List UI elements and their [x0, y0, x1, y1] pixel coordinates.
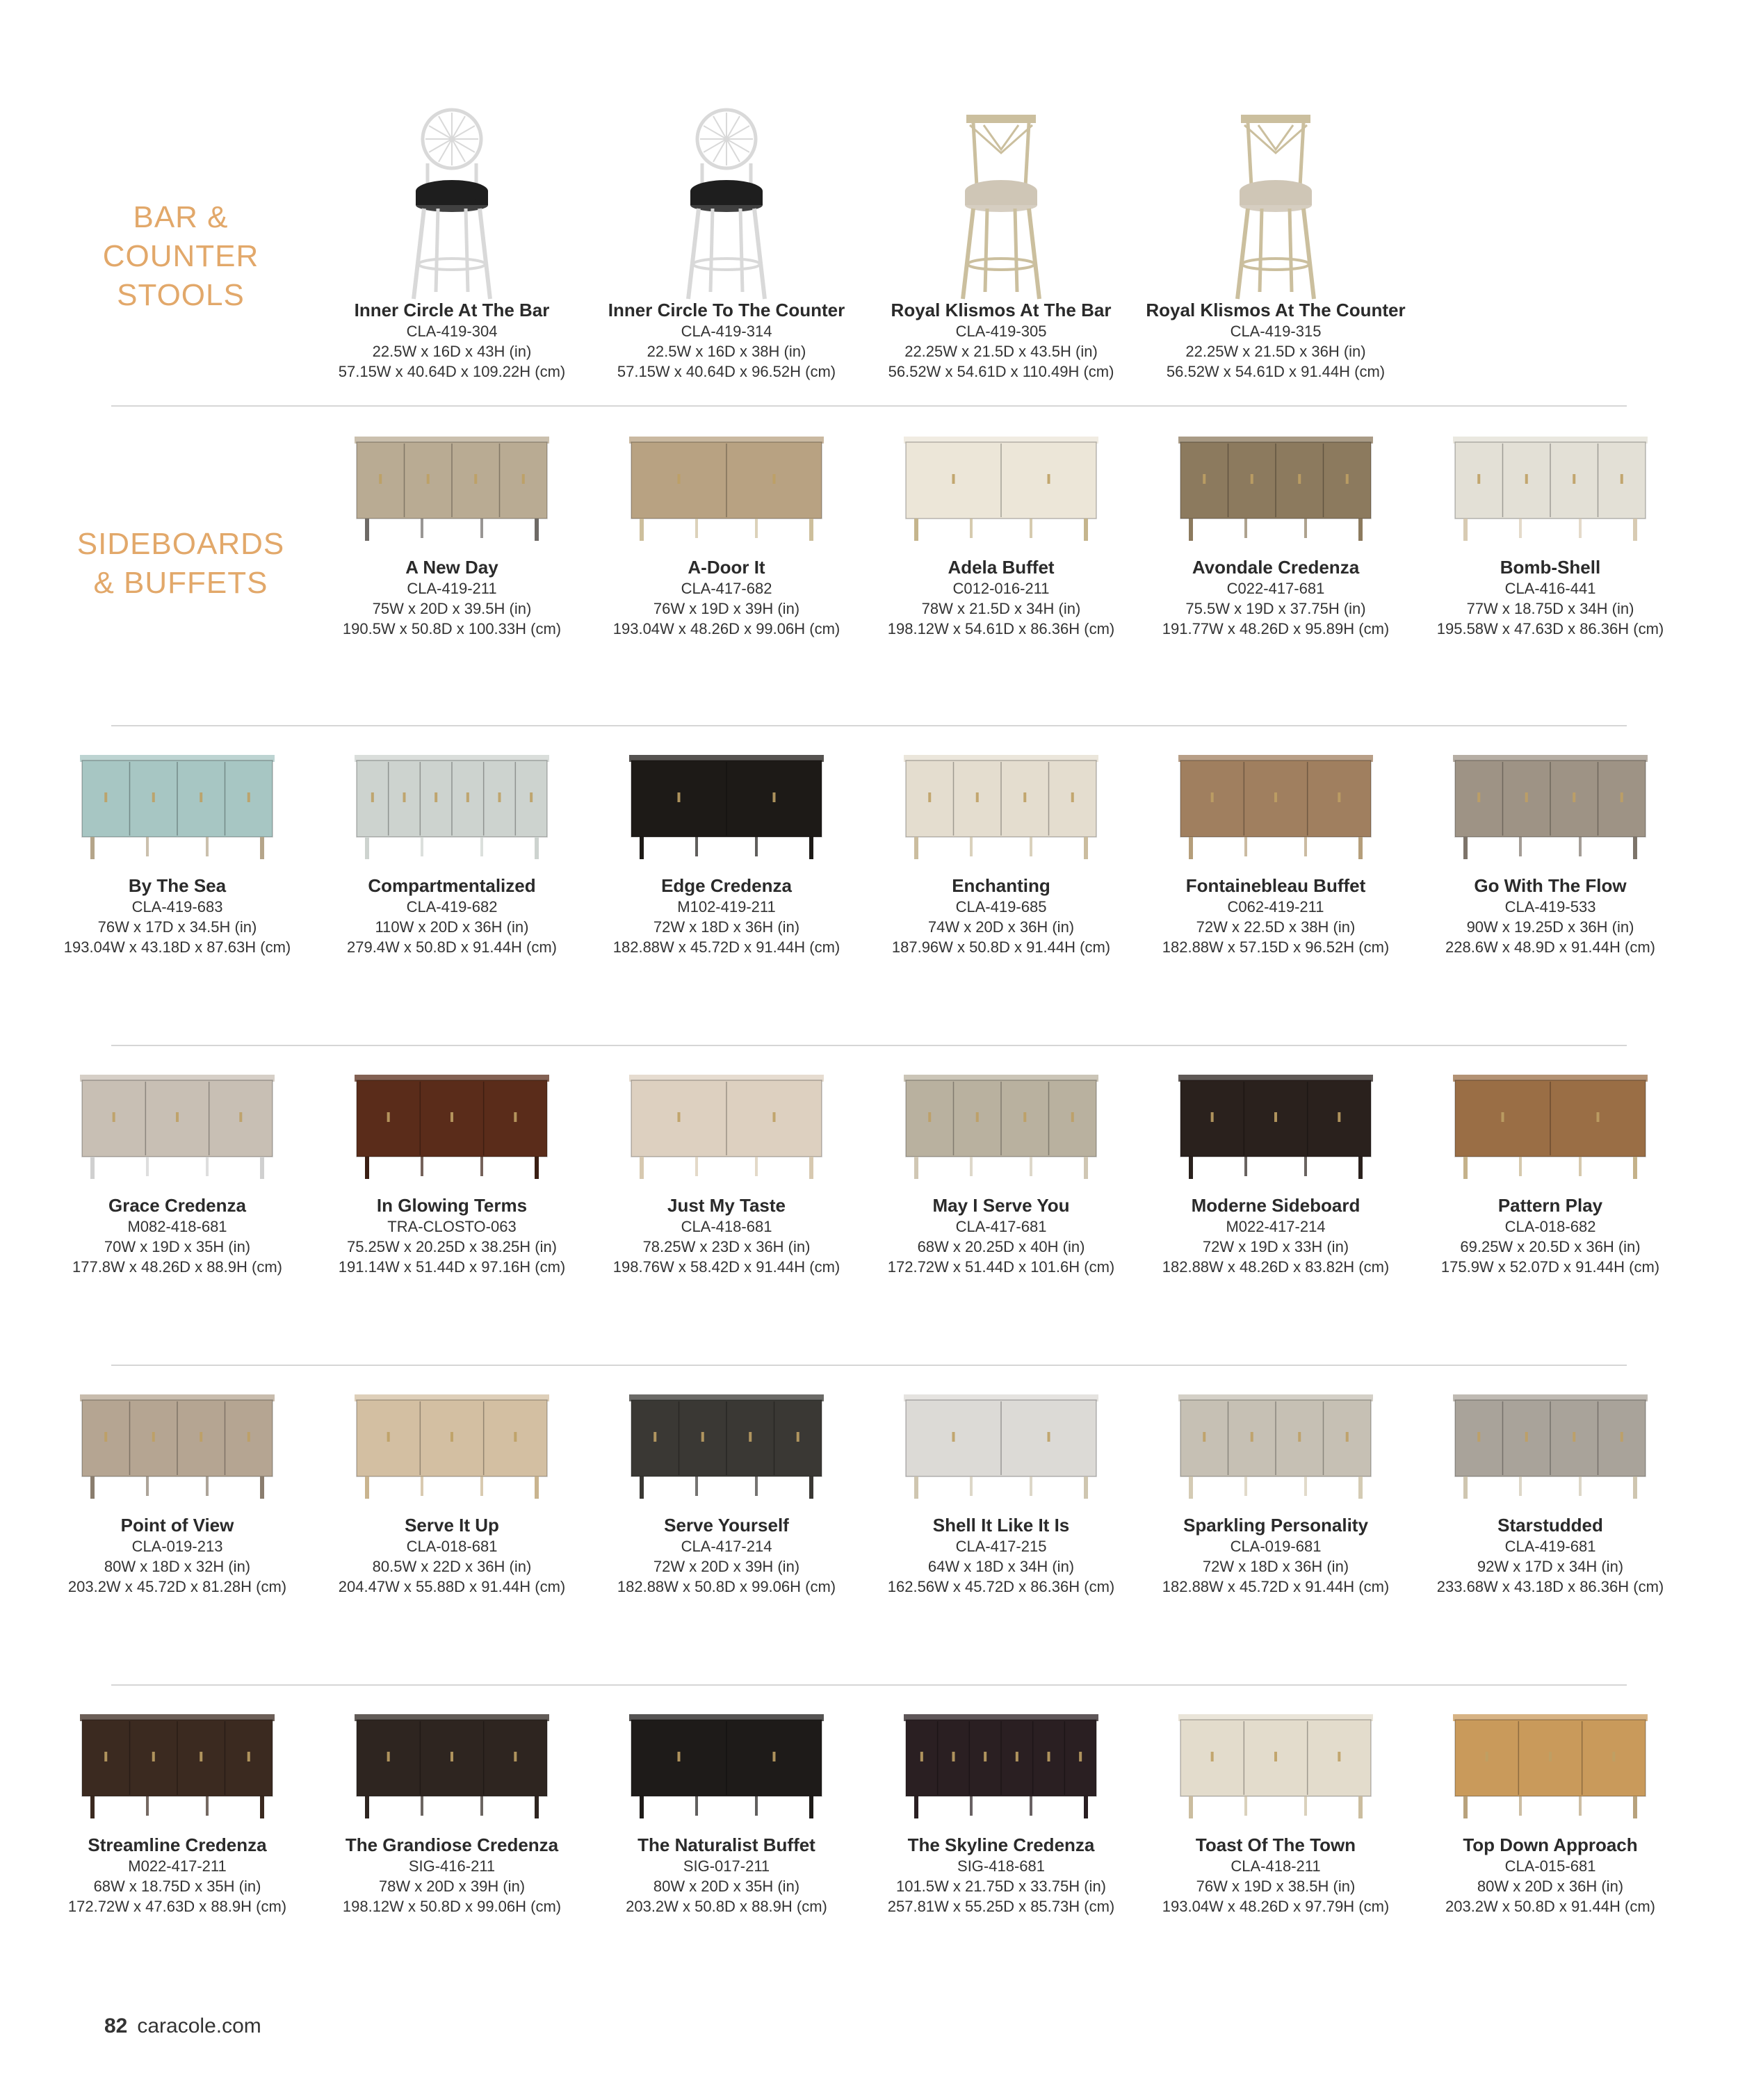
product-dims-cm: 172.72W x 51.44D x 101.6H (cm)	[887, 1258, 1115, 1276]
product-image	[1436, 1375, 1665, 1507]
product-sku: M082-418-681	[127, 1218, 227, 1235]
product-image	[63, 1695, 292, 1827]
product-dims-in: 77W x 18.75D x 34H (in)	[1466, 600, 1634, 617]
product-card[interactable]	[42, 1695, 313, 1916]
product-dims-in: 22.5W x 16D x 43H (in)	[372, 343, 532, 360]
product-image	[337, 1695, 567, 1827]
product-card[interactable]	[316, 97, 587, 382]
product-name[interactable]: Serve Yourself	[664, 1515, 789, 1536]
product-dims-in: 72W x 19D x 33H (in)	[1202, 1238, 1349, 1255]
product-name[interactable]: By The Sea	[128, 875, 227, 896]
product-image	[63, 1055, 292, 1187]
product-thumbnail[interactable]	[337, 1375, 567, 1507]
product-thumbnail[interactable]	[1161, 417, 1390, 549]
product-dims-cm: 203.2W x 50.8D x 88.9H (cm)	[626, 1898, 827, 1915]
product-name[interactable]: In Glowing Terms	[376, 1195, 528, 1216]
row-divider	[111, 405, 1627, 407]
product-image	[1436, 417, 1665, 549]
product-dims-in: 78W x 21.5D x 34H (in)	[921, 600, 1081, 617]
product-sku: CLA-019-681	[1230, 1538, 1322, 1555]
product-sku: M022-417-214	[1226, 1218, 1326, 1235]
product-sku: CLA-419-681	[1504, 1538, 1596, 1555]
product-image	[337, 97, 567, 306]
product-thumbnail[interactable]	[337, 735, 567, 868]
product-dims-cm: 182.88W x 50.8D x 99.06H (cm)	[617, 1578, 836, 1595]
product-thumbnail[interactable]	[1436, 1055, 1665, 1187]
product-dims-in: 78.25W x 23D x 36H (in)	[642, 1238, 811, 1255]
product-name[interactable]: Top Down Approach	[1463, 1834, 1638, 1855]
product-image	[612, 1055, 841, 1187]
product-thumbnail[interactable]	[337, 97, 567, 292]
product-sku: CLA-418-211	[1231, 1857, 1321, 1875]
product-sku: CLA-419-315	[1230, 323, 1322, 340]
product-sku: CLA-419-682	[406, 898, 498, 915]
product-card[interactable]	[866, 97, 1137, 382]
product-thumbnail[interactable]	[1436, 735, 1665, 868]
product-dims-in: 92W x 17D x 34H (in)	[1477, 1558, 1624, 1575]
product-image	[1436, 1055, 1665, 1187]
product-name[interactable]: Inner Circle To The Counter	[608, 300, 845, 320]
product-sku: TRA-CLOSTO-063	[387, 1218, 517, 1235]
product-thumbnail[interactable]	[886, 735, 1116, 868]
product-dims-in: 64W x 18D x 34H (in)	[927, 1558, 1075, 1575]
website-link[interactable]: caracole.com	[137, 2014, 261, 2037]
product-card[interactable]	[42, 1375, 313, 1597]
product-thumbnail[interactable]	[337, 1055, 567, 1187]
row-divider	[111, 1365, 1627, 1366]
product-dims-in: 80W x 20D x 35H (in)	[653, 1878, 800, 1895]
product-name[interactable]: Toast Of The Town	[1195, 1834, 1356, 1855]
product-card[interactable]	[316, 417, 587, 639]
product-name[interactable]: Edge Credenza	[661, 875, 792, 896]
product-name[interactable]: Go With The Flow	[1474, 875, 1627, 896]
product-dims-cm: 57.15W x 40.64D x 96.52H (cm)	[617, 363, 836, 380]
product-name[interactable]: Avondale Credenza	[1192, 557, 1360, 578]
product-dims-cm: 195.58W x 47.63D x 86.36H (cm)	[1436, 620, 1664, 637]
product-thumbnail[interactable]	[612, 735, 841, 868]
product-dims-cm: 175.9W x 52.07D x 91.44H (cm)	[1440, 1258, 1660, 1276]
product-thumbnail[interactable]	[1161, 1055, 1390, 1187]
product-sku: CLA-419-533	[1504, 898, 1596, 915]
product-name[interactable]: The Grandiose Credenza	[345, 1834, 559, 1855]
product-sku: CLA-419-211	[407, 580, 497, 597]
product-sku: CLA-416-441	[1504, 580, 1596, 597]
product-name[interactable]: Streamline Credenza	[88, 1834, 267, 1855]
product-dims-cm: 204.47W x 55.88D x 91.44H (cm)	[338, 1578, 566, 1595]
product-name[interactable]: Royal Klismos At The Counter	[1146, 300, 1406, 320]
product-card[interactable]	[316, 735, 587, 957]
product-thumbnail[interactable]	[1161, 97, 1390, 292]
product-dims-in: 68W x 20.25D x 40H (in)	[917, 1238, 1085, 1255]
product-card[interactable]	[316, 1375, 587, 1597]
product-card[interactable]	[42, 735, 313, 957]
product-dims-in: 80W x 20D x 36H (in)	[1477, 1878, 1624, 1895]
product-card[interactable]	[1140, 735, 1411, 957]
product-sku: CLA-417-681	[955, 1218, 1047, 1235]
product-thumbnail[interactable]	[612, 1055, 841, 1187]
product-name[interactable]: Pattern Play	[1497, 1195, 1603, 1216]
product-image	[886, 97, 1116, 306]
product-card[interactable]	[1140, 97, 1411, 382]
product-name[interactable]: Fontainebleau Buffet	[1185, 875, 1366, 896]
product-card[interactable]	[866, 1055, 1137, 1277]
product-name[interactable]: Royal Klismos At The Bar	[891, 300, 1112, 320]
product-dims-cm: 190.5W x 50.8D x 100.33H (cm)	[342, 620, 562, 637]
product-dims-cm: 191.14W x 51.44D x 97.16H (cm)	[338, 1258, 566, 1276]
product-dims-cm: 193.04W x 48.26D x 99.06H (cm)	[612, 620, 840, 637]
product-image	[612, 1375, 841, 1507]
product-card[interactable]	[591, 735, 862, 957]
product-name[interactable]: Starstudded	[1497, 1515, 1603, 1536]
product-card[interactable]	[316, 1695, 587, 1916]
product-name[interactable]: Adela Buffet	[948, 557, 1055, 578]
product-sku: M102-419-211	[677, 898, 776, 915]
product-name[interactable]: Compartmentalized	[368, 875, 536, 896]
product-dims-in: 90W x 19.25D x 36H (in)	[1466, 918, 1634, 936]
product-thumbnail[interactable]	[1161, 1695, 1390, 1827]
product-dims-cm: 56.52W x 54.61D x 91.44H (cm)	[1166, 363, 1386, 380]
product-thumbnail[interactable]	[886, 1375, 1116, 1507]
product-card[interactable]	[866, 417, 1137, 639]
product-card[interactable]	[1140, 417, 1411, 639]
product-sku: SIG-017-211	[683, 1857, 770, 1875]
product-card[interactable]	[591, 1055, 862, 1277]
product-dims-in: 72W x 18D x 36H (in)	[1202, 1558, 1349, 1575]
product-sku: CLA-019-213	[131, 1538, 223, 1555]
product-dims-cm: 203.2W x 50.8D x 91.44H (cm)	[1445, 1898, 1655, 1915]
product-dims-in: 76W x 19D x 39H (in)	[653, 600, 800, 617]
product-dims-in: 78W x 20D x 39H (in)	[378, 1878, 526, 1895]
product-name[interactable]: The Naturalist Buffet	[637, 1834, 815, 1855]
product-dims-in: 74W x 20D x 36H (in)	[927, 918, 1075, 936]
product-dims-in: 76W x 17D x 34.5H (in)	[97, 918, 257, 936]
product-card[interactable]	[1140, 1055, 1411, 1277]
product-name[interactable]: A New Day	[405, 557, 498, 578]
product-image	[337, 1055, 567, 1187]
product-sku: CLA-018-682	[1504, 1218, 1596, 1235]
product-name[interactable]: Just My Taste	[667, 1195, 786, 1216]
product-dims-cm: 56.52W x 54.61D x 110.49H (cm)	[888, 363, 1114, 380]
product-card[interactable]	[316, 1055, 587, 1277]
product-image	[337, 1375, 567, 1507]
product-image	[1436, 735, 1665, 868]
product-image	[1436, 1695, 1665, 1827]
product-dims-in: 22.25W x 21.5D x 43.5H (in)	[904, 343, 1098, 360]
product-name[interactable]: Enchanting	[952, 875, 1050, 896]
product-dims-cm: 182.88W x 57.15D x 96.52H (cm)	[1162, 938, 1390, 956]
product-dims-cm: 198.12W x 50.8D x 99.06H (cm)	[342, 1898, 562, 1915]
product-dims-cm: 57.15W x 40.64D x 109.22H (cm)	[338, 363, 566, 380]
product-image	[63, 735, 292, 868]
product-image	[337, 417, 567, 549]
product-dims-cm: 191.77W x 48.26D x 95.89H (cm)	[1162, 620, 1390, 637]
product-dims-cm: 172.72W x 47.63D x 88.9H (cm)	[67, 1898, 287, 1915]
product-card[interactable]	[866, 735, 1137, 957]
product-sku: C012-016-211	[952, 580, 1050, 597]
product-name[interactable]: May I Serve You	[932, 1195, 1070, 1216]
product-image	[886, 1695, 1116, 1827]
product-sku: CLA-418-681	[681, 1218, 772, 1235]
product-name[interactable]: A-Door It	[688, 557, 765, 578]
row-divider	[111, 1684, 1627, 1686]
product-name[interactable]: Bomb-Shell	[1500, 557, 1601, 578]
product-dims-in: 76W x 19D x 38.5H (in)	[1196, 1878, 1356, 1895]
product-dims-in: 70W x 19D x 35H (in)	[104, 1238, 251, 1255]
product-dims-cm: 193.04W x 43.18D x 87.63H (cm)	[63, 938, 291, 956]
product-thumbnail[interactable]	[1436, 1695, 1665, 1827]
product-thumbnail[interactable]	[1436, 1375, 1665, 1507]
product-sku: SIG-418-681	[957, 1857, 1045, 1875]
product-image	[886, 735, 1116, 868]
product-card[interactable]	[1415, 1695, 1686, 1916]
product-card[interactable]	[1140, 1695, 1411, 1916]
product-image	[1161, 735, 1390, 868]
product-sku: CLA-417-682	[681, 580, 772, 597]
product-name[interactable]: The Skyline Credenza	[907, 1834, 1095, 1855]
product-name[interactable]: Serve It Up	[405, 1515, 499, 1536]
product-image	[612, 97, 841, 306]
product-image	[886, 1375, 1116, 1507]
product-sku: CLA-419-314	[681, 323, 772, 340]
product-dims-cm: 198.76W x 58.42D x 91.44H (cm)	[612, 1258, 840, 1276]
product-image	[1161, 1695, 1390, 1827]
product-dims-cm: 228.6W x 48.9D x 91.44H (cm)	[1445, 938, 1655, 956]
product-card[interactable]	[1140, 1375, 1411, 1597]
product-thumbnail[interactable]	[63, 1375, 292, 1507]
product-dims-cm: 233.68W x 43.18D x 86.36H (cm)	[1436, 1578, 1664, 1595]
product-dims-in: 110W x 20D x 36H (in)	[375, 918, 529, 936]
product-sku: CLA-417-214	[681, 1538, 772, 1555]
product-sku: SIG-416-211	[408, 1857, 496, 1875]
product-thumbnail[interactable]	[886, 1055, 1116, 1187]
product-card[interactable]	[42, 1055, 313, 1277]
product-image	[612, 735, 841, 868]
product-dims-in: 72W x 18D x 36H (in)	[653, 918, 800, 936]
product-image	[1161, 417, 1390, 549]
product-thumbnail[interactable]	[612, 1695, 841, 1827]
product-thumbnail[interactable]	[1436, 417, 1665, 549]
product-name[interactable]: Moderne Sideboard	[1191, 1195, 1361, 1216]
product-thumbnail[interactable]	[612, 97, 841, 292]
product-dims-in: 72W x 20D x 39H (in)	[653, 1558, 800, 1575]
product-dims-in: 68W x 18.75D x 35H (in)	[93, 1878, 261, 1895]
section-title-sideboards: SIDEBOARDS & BUFFETS	[76, 527, 285, 600]
product-card[interactable]	[591, 97, 862, 382]
product-dims-in: 22.25W x 21.5D x 36H (in)	[1185, 343, 1366, 360]
product-dims-cm: 193.04W x 48.26D x 97.79H (cm)	[1162, 1898, 1390, 1915]
product-thumbnail[interactable]	[1161, 735, 1390, 868]
product-dims-in: 22.5W x 16D x 38H (in)	[647, 343, 806, 360]
product-sku: CLA-417-215	[955, 1538, 1047, 1555]
product-thumbnail[interactable]	[886, 97, 1116, 292]
product-thumbnail[interactable]	[63, 1695, 292, 1827]
product-dims-in: 80W x 18D x 32H (in)	[104, 1558, 251, 1575]
product-dims-cm: 257.81W x 55.25D x 85.73H (cm)	[887, 1898, 1115, 1915]
product-dims-cm: 203.2W x 45.72D x 81.28H (cm)	[67, 1578, 287, 1595]
product-dims-in: 101.5W x 21.75D x 33.75H (in)	[895, 1878, 1107, 1895]
product-sku: CLA-419-685	[955, 898, 1047, 915]
product-card[interactable]	[1415, 417, 1686, 639]
product-dims-in: 80.5W x 22D x 36H (in)	[372, 1558, 532, 1575]
product-image	[612, 1695, 841, 1827]
product-card[interactable]	[866, 1695, 1137, 1916]
product-thumbnail[interactable]	[886, 417, 1116, 549]
product-image	[886, 1055, 1116, 1187]
product-image	[1161, 1375, 1390, 1507]
product-image	[1161, 1055, 1390, 1187]
product-thumbnail[interactable]	[612, 1375, 841, 1507]
row-divider	[111, 1045, 1627, 1046]
product-thumbnail[interactable]	[337, 417, 567, 549]
product-sku: CLA-015-681	[1504, 1857, 1596, 1875]
product-card[interactable]	[591, 1375, 862, 1597]
product-name[interactable]: Sparkling Personality	[1183, 1515, 1368, 1536]
product-thumbnail[interactable]	[63, 735, 292, 868]
product-thumbnail[interactable]	[886, 1695, 1116, 1827]
product-image	[886, 417, 1116, 549]
product-sku: CLA-419-305	[955, 323, 1047, 340]
page-number: 82	[104, 2014, 128, 2037]
product-sku: C022-417-681	[1226, 580, 1325, 597]
product-dims-cm: 279.4W x 50.8D x 91.44H (cm)	[346, 938, 557, 956]
product-dims-in: 75.25W x 20.25D x 38.25H (in)	[346, 1238, 558, 1255]
product-name[interactable]: Shell It Like It Is	[932, 1515, 1070, 1536]
product-card[interactable]	[866, 1375, 1137, 1597]
product-dims-in: 72W x 22.5D x 38H (in)	[1196, 918, 1356, 936]
product-dims-in: 75W x 20D x 39.5H (in)	[372, 600, 532, 617]
row-divider	[111, 725, 1627, 726]
product-card[interactable]	[1415, 1055, 1686, 1277]
product-dims-cm: 198.12W x 54.61D x 86.36H (cm)	[887, 620, 1115, 637]
product-name[interactable]: Grace Credenza	[108, 1195, 246, 1216]
product-image	[337, 735, 567, 868]
product-thumbnail[interactable]	[337, 1695, 567, 1827]
product-dims-cm: 162.56W x 45.72D x 86.36H (cm)	[887, 1578, 1115, 1595]
product-name[interactable]: Inner Circle At The Bar	[354, 300, 550, 320]
product-thumbnail[interactable]	[1161, 1375, 1390, 1507]
product-name[interactable]: Point of View	[120, 1515, 234, 1536]
product-dims-cm: 182.88W x 45.72D x 91.44H (cm)	[1162, 1578, 1390, 1595]
product-sku: C062-419-211	[1227, 898, 1324, 915]
product-dims-cm: 182.88W x 48.26D x 83.82H (cm)	[1162, 1258, 1390, 1276]
product-sku: CLA-419-304	[406, 323, 498, 340]
product-dims-in: 75.5W x 19D x 37.75H (in)	[1185, 600, 1366, 617]
product-card[interactable]	[591, 1695, 862, 1916]
product-dims-cm: 177.8W x 48.26D x 88.9H (cm)	[72, 1258, 282, 1276]
page-footer	[104, 2014, 261, 2038]
product-dims-cm: 187.96W x 50.8D x 91.44H (cm)	[891, 938, 1111, 956]
product-thumbnail[interactable]	[612, 417, 841, 549]
product-image	[612, 417, 841, 549]
product-card[interactable]	[591, 417, 862, 639]
product-image	[63, 1375, 292, 1507]
product-sku: CLA-018-681	[406, 1538, 498, 1555]
section-title-stools: BAR & COUNTER STOOLS	[102, 200, 259, 312]
product-card[interactable]	[1415, 735, 1686, 957]
product-image	[1161, 97, 1390, 306]
product-thumbnail[interactable]	[63, 1055, 292, 1187]
product-card[interactable]	[1415, 1375, 1686, 1597]
product-sku: CLA-419-683	[131, 898, 223, 915]
product-dims-cm: 182.88W x 45.72D x 91.44H (cm)	[612, 938, 840, 956]
product-dims-in: 69.25W x 20.5D x 36H (in)	[1460, 1238, 1641, 1255]
product-sku: M022-417-211	[128, 1857, 227, 1875]
